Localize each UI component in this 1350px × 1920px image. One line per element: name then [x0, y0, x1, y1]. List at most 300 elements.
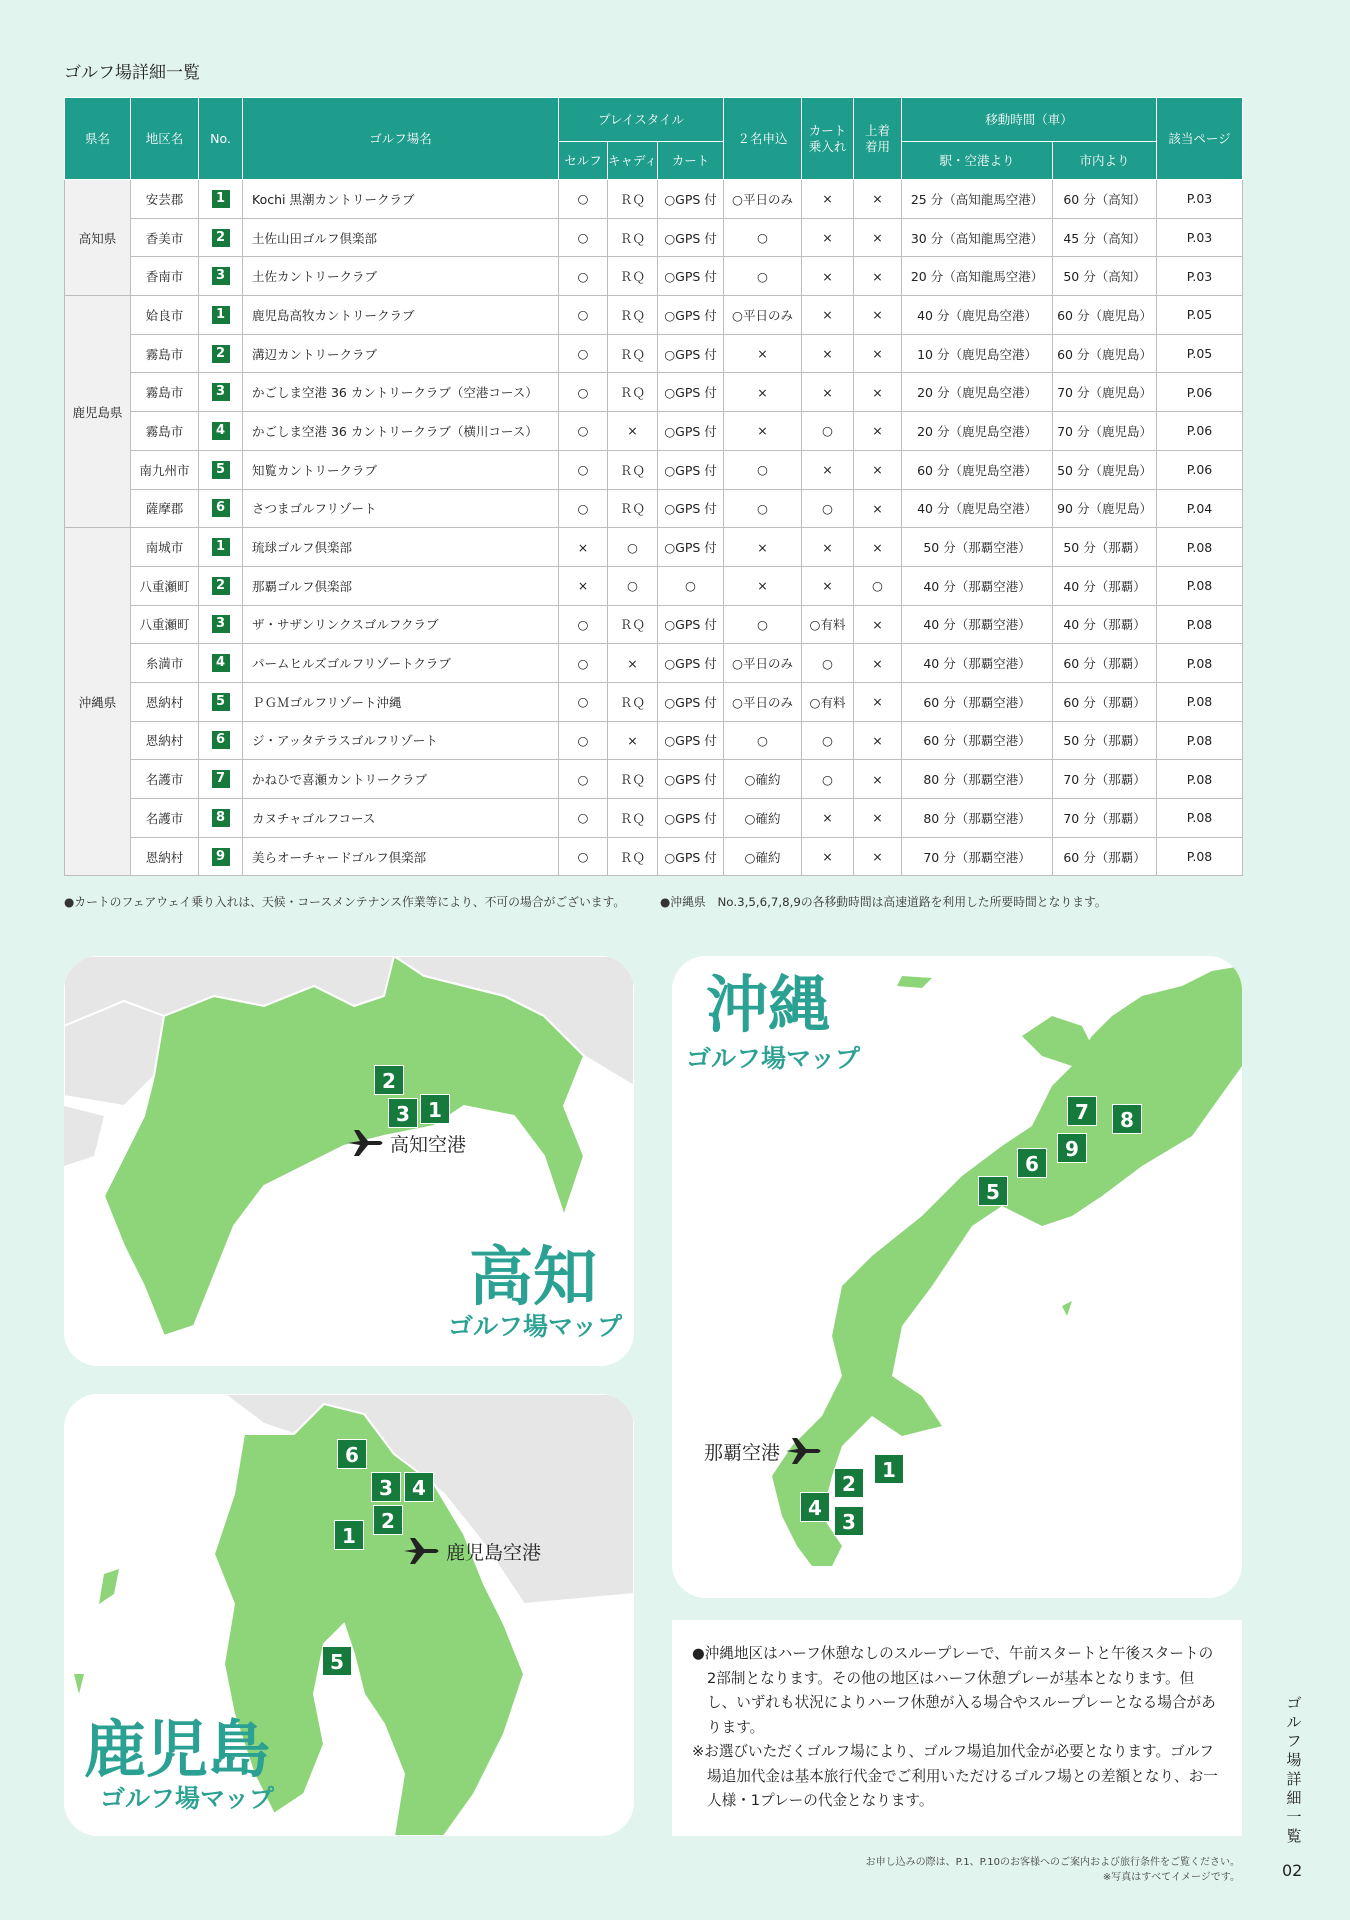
two-person-cell: ×: [724, 334, 802, 373]
cart-entry-cell: ○: [802, 644, 854, 683]
from-city-cell: 70 分（那覇）: [1053, 799, 1157, 838]
district-cell: 糸満市: [131, 644, 199, 683]
self-cell: ○: [559, 760, 608, 799]
airplane-icon: [346, 1128, 386, 1158]
self-cell: ○: [559, 837, 608, 876]
table-row: [65, 334, 1243, 373]
district-cell: 香南市: [131, 257, 199, 296]
okinawa-airport: [704, 1436, 824, 1466]
kagoshima-marker-2: 2: [373, 1505, 403, 1535]
page-cell: P.08: [1157, 721, 1243, 760]
okinawa-marker-9: 9: [1057, 1133, 1087, 1163]
district-cell: 恩納村: [131, 721, 199, 760]
course-cell: ＰＧＭゴルフリゾート沖縄: [243, 682, 559, 721]
caddie-cell: ＲＱ: [608, 682, 658, 721]
no-cell: [199, 837, 243, 876]
cart-cell: ○GPS 付: [658, 682, 724, 721]
course-cell: かねひで喜瀬カントリークラブ: [243, 760, 559, 799]
no-cell: [199, 334, 243, 373]
from-city-cell: 45 分（高知）: [1053, 218, 1157, 257]
cart-cell: ○GPS 付: [658, 837, 724, 876]
cart-entry-cell: ○: [802, 721, 854, 760]
no-cell: [199, 760, 243, 799]
table-row: [65, 721, 1243, 760]
from-station-cell: 60 分（那覇空港）: [902, 721, 1053, 760]
table-row: [65, 528, 1243, 567]
cart-cell: ○GPS 付: [658, 218, 724, 257]
course-number-badge: 1: [212, 190, 230, 208]
from-station-cell: 20 分（高知龍馬空港）: [902, 257, 1053, 296]
course-number-badge: 1: [212, 306, 230, 324]
course-number-badge: 3: [212, 615, 230, 633]
course-cell: 琉球ゴルフ倶楽部: [243, 528, 559, 567]
page-cell: P.08: [1157, 799, 1243, 838]
okinawa-marker-8: 8: [1112, 1104, 1142, 1134]
cart-cell: ○GPS 付: [658, 799, 724, 838]
two-person-cell: ○平日のみ: [724, 682, 802, 721]
from-city-cell: 60 分（那覇）: [1053, 682, 1157, 721]
caddie-cell: ×: [608, 412, 658, 451]
kagoshima-marker-6: 6: [337, 1439, 367, 1469]
cart-entry-cell: ×: [802, 257, 854, 296]
self-cell: ○: [559, 412, 608, 451]
cart-cell: ○GPS 付: [658, 180, 724, 219]
from-station-cell: 25 分（高知龍馬空港）: [902, 180, 1053, 219]
no-cell: [199, 373, 243, 412]
from-station-cell: 50 分（那覇空港）: [902, 528, 1053, 567]
kochi-marker-1: 1: [420, 1094, 450, 1124]
cart-cell: ○GPS 付: [658, 373, 724, 412]
from-city-cell: 60 分（鹿児島）: [1053, 334, 1157, 373]
course-number-badge: 4: [212, 654, 230, 672]
caddie-cell: ×: [608, 721, 658, 760]
table-row: [65, 760, 1243, 799]
two-person-cell: ○: [724, 489, 802, 528]
table-row: [65, 837, 1243, 876]
table-row: [65, 257, 1243, 296]
page-cell: P.06: [1157, 450, 1243, 489]
two-person-cell: ○確約: [724, 760, 802, 799]
cart-cell: ○GPS 付: [658, 721, 724, 760]
airplane-icon: [784, 1436, 824, 1466]
no-cell: [199, 450, 243, 489]
airplane-icon: [402, 1536, 442, 1566]
district-cell: 薩摩郡: [131, 489, 199, 528]
changing-cell: ×: [854, 760, 902, 799]
table-row: [65, 218, 1243, 257]
kagoshima-airport: [402, 1536, 541, 1566]
cart-entry-cell: ○有料: [802, 682, 854, 721]
header-page: 該当ページ: [1157, 98, 1243, 180]
district-cell: 名護市: [131, 799, 199, 838]
table-row: [65, 799, 1243, 838]
page-cell: P.08: [1157, 644, 1243, 683]
course-cell: さつまゴルフリゾート: [243, 489, 559, 528]
from-city-cell: 50 分（那覇）: [1053, 721, 1157, 760]
pref-cell: 鹿児島県: [65, 296, 131, 528]
from-city-cell: 90 分（鹿児島）: [1053, 489, 1157, 528]
course-number-badge: 7: [212, 770, 230, 788]
okinawa-map-title: 沖縄: [706, 968, 831, 1041]
caddie-cell: ＲＱ: [608, 605, 658, 644]
no-cell: [199, 489, 243, 528]
changing-cell: ×: [854, 721, 902, 760]
page-cell: P.03: [1157, 180, 1243, 219]
cart-entry-cell: ○: [802, 760, 854, 799]
course-cell: 知覧カントリークラブ: [243, 450, 559, 489]
okinawa-map-panel: [672, 956, 1242, 1598]
page-cell: P.06: [1157, 373, 1243, 412]
okinawa-marker-2: 2: [834, 1468, 864, 1498]
cart-entry-cell: ×: [802, 334, 854, 373]
cart-entry-cell: ×: [802, 799, 854, 838]
cart-entry-cell: ○有料: [802, 605, 854, 644]
from-station-cell: 40 分（鹿児島空港）: [902, 296, 1053, 335]
two-person-cell: ○確約: [724, 837, 802, 876]
course-cell: Kochi 黒潮カントリークラブ: [243, 180, 559, 219]
page-cell: P.08: [1157, 682, 1243, 721]
changing-cell: ×: [854, 180, 902, 219]
okinawa-marker-4: 4: [800, 1492, 830, 1522]
from-station-cell: 60 分（鹿児島空港）: [902, 450, 1053, 489]
okinawa-marker-1: 1: [874, 1454, 904, 1484]
from-city-cell: 70 分（那覇）: [1053, 760, 1157, 799]
kochi-airport: [346, 1128, 466, 1158]
course-cell: カヌチャゴルフコース: [243, 799, 559, 838]
district-cell: 名護市: [131, 760, 199, 799]
changing-cell: ×: [854, 644, 902, 683]
caddie-cell: ＲＱ: [608, 837, 658, 876]
course-number-badge: 5: [212, 693, 230, 711]
header-play-style: プレイスタイル: [559, 98, 724, 142]
side-label: ゴルフ場詳細一覧: [1286, 1694, 1302, 1845]
header-cart: カート: [658, 142, 724, 180]
course-number-badge: 2: [212, 345, 230, 363]
cart-cell: ○GPS 付: [658, 257, 724, 296]
from-station-cell: 20 分（鹿児島空港）: [902, 373, 1053, 412]
from-station-cell: 20 分（鹿児島空港）: [902, 412, 1053, 451]
caddie-cell: ＲＱ: [608, 373, 658, 412]
info-paragraph-2: ※お選びいただくゴルフ場により、ゴルフ場追加代金が必要となります。ゴルフ場追加代金は基本旅行代金でご利用いただけるゴルフ場との差額となり、お一人様・1プレーの代金となります。: [692, 1743, 1218, 1809]
from-station-cell: 40 分（那覇空港）: [902, 644, 1053, 683]
changing-cell: ×: [854, 296, 902, 335]
from-city-cell: 40 分（那覇）: [1053, 566, 1157, 605]
self-cell: ○: [559, 489, 608, 528]
district-cell: 安芸郡: [131, 180, 199, 219]
course-number-badge: 1: [212, 538, 230, 556]
district-cell: 霧島市: [131, 334, 199, 373]
kagoshima-marker-5: 5: [322, 1646, 352, 1676]
kagoshima-map-panel: [64, 1394, 634, 1836]
page-cell: P.08: [1157, 528, 1243, 567]
course-cell: かごしま空港 36 カントリークラブ（空港コース）: [243, 373, 559, 412]
cart-entry-cell: ○: [802, 412, 854, 451]
course-cell: 美らオーチャードゴルフ倶楽部: [243, 837, 559, 876]
district-cell: 南九州市: [131, 450, 199, 489]
from-station-cell: 30 分（高知龍馬空港）: [902, 218, 1053, 257]
no-cell: [199, 296, 243, 335]
page-cell: P.05: [1157, 296, 1243, 335]
no-cell: [199, 257, 243, 296]
district-cell: 恩納村: [131, 682, 199, 721]
self-cell: ×: [559, 566, 608, 605]
footer-line-1: お申し込みの際は、P.1、P.10のお客様へのご案内および旅行条件をご覧ください。: [865, 1857, 1240, 1868]
two-person-cell: ○: [724, 605, 802, 644]
self-cell: ○: [559, 296, 608, 335]
caddie-cell: ＲＱ: [608, 489, 658, 528]
kagoshima-marker-4: 4: [404, 1472, 434, 1502]
cart-entry-cell: ×: [802, 180, 854, 219]
page-cell: P.05: [1157, 334, 1243, 373]
from-station-cell: 70 分（那覇空港）: [902, 837, 1053, 876]
table-row: [65, 605, 1243, 644]
from-city-cell: 50 分（那覇）: [1053, 528, 1157, 567]
cart-entry-cell: ×: [802, 218, 854, 257]
cart-entry-cell: ×: [802, 566, 854, 605]
from-city-cell: 60 分（高知）: [1053, 180, 1157, 219]
two-person-cell: ×: [724, 373, 802, 412]
page-cell: P.03: [1157, 218, 1243, 257]
kagoshima-map-title: 鹿児島: [84, 1713, 271, 1786]
kagoshima-marker-1: 1: [334, 1520, 364, 1550]
header-from-city: 市内より: [1053, 142, 1157, 180]
changing-cell: ○: [854, 566, 902, 605]
self-cell: ○: [559, 682, 608, 721]
cart-cell: ○GPS 付: [658, 296, 724, 335]
from-station-cell: 10 分（鹿児島空港）: [902, 334, 1053, 373]
from-city-cell: 50 分（高知）: [1053, 257, 1157, 296]
cart-cell: ○: [658, 566, 724, 605]
no-cell: [199, 605, 243, 644]
self-cell: ○: [559, 257, 608, 296]
course-number-badge: 2: [212, 229, 230, 247]
table-row: [65, 450, 1243, 489]
self-cell: ○: [559, 644, 608, 683]
from-station-cell: 60 分（那覇空港）: [902, 682, 1053, 721]
caddie-cell: ＲＱ: [608, 334, 658, 373]
table-row: [65, 682, 1243, 721]
changing-cell: ×: [854, 257, 902, 296]
kochi-airport-label: 高知空港: [390, 1133, 467, 1156]
from-city-cell: 50 分（鹿児島）: [1053, 450, 1157, 489]
okinawa-airport-label: 那覇空港: [704, 1441, 781, 1464]
header-from-station: 駅・空港より: [902, 142, 1053, 180]
changing-cell: ×: [854, 682, 902, 721]
changing-cell: ×: [854, 450, 902, 489]
course-number-badge: 6: [212, 499, 230, 517]
from-city-cell: 40 分（那覇）: [1053, 605, 1157, 644]
cart-cell: ○GPS 付: [658, 334, 724, 373]
from-station-cell: 40 分（鹿児島空港）: [902, 489, 1053, 528]
cart-cell: ○GPS 付: [658, 489, 724, 528]
no-cell: [199, 682, 243, 721]
okinawa-marker-3: 3: [834, 1506, 864, 1536]
from-city-cell: 60 分（那覇）: [1053, 644, 1157, 683]
from-city-cell: 70 分（鹿児島）: [1053, 373, 1157, 412]
self-cell: ×: [559, 528, 608, 567]
two-person-cell: ×: [724, 566, 802, 605]
changing-cell: ×: [854, 799, 902, 838]
golf-course-table: [64, 97, 1243, 876]
caddie-cell: ○: [608, 566, 658, 605]
course-number-badge: 8: [212, 809, 230, 827]
self-cell: ○: [559, 334, 608, 373]
okinawa-marker-5: 5: [978, 1176, 1008, 1206]
district-cell: 八重瀬町: [131, 605, 199, 644]
page-cell: P.08: [1157, 605, 1243, 644]
table-row: [65, 644, 1243, 683]
table-row: [65, 412, 1243, 451]
table-row: [65, 373, 1243, 412]
no-cell: [199, 721, 243, 760]
two-person-cell: ○: [724, 450, 802, 489]
no-cell: [199, 180, 243, 219]
course-number-badge: 5: [212, 461, 230, 479]
table-row: [65, 566, 1243, 605]
district-cell: 姶良市: [131, 296, 199, 335]
district-cell: 恩納村: [131, 837, 199, 876]
from-station-cell: 40 分（那覇空港）: [902, 605, 1053, 644]
no-cell: [199, 799, 243, 838]
course-cell: 溝辺カントリークラブ: [243, 334, 559, 373]
self-cell: ○: [559, 799, 608, 838]
course-cell: ザ・サザンリンクスゴルフクラブ: [243, 605, 559, 644]
cart-entry-cell: ×: [802, 296, 854, 335]
district-cell: 香美市: [131, 218, 199, 257]
kochi-marker-2: 2: [374, 1065, 404, 1095]
no-cell: [199, 528, 243, 567]
course-cell: 那覇ゴルフ倶楽部: [243, 566, 559, 605]
cart-cell: ○GPS 付: [658, 760, 724, 799]
caddie-cell: ×: [608, 644, 658, 683]
self-cell: ○: [559, 373, 608, 412]
from-station-cell: 80 分（那覇空港）: [902, 799, 1053, 838]
changing-cell: ×: [854, 605, 902, 644]
okinawa-map-subtitle: ゴルフ場マップ: [686, 1044, 861, 1073]
kochi-map-subtitle: ゴルフ場マップ: [448, 1312, 623, 1341]
no-cell: [199, 566, 243, 605]
self-cell: ○: [559, 180, 608, 219]
header-two-person: ２名申込: [724, 98, 802, 180]
page-cell: P.04: [1157, 489, 1243, 528]
changing-cell: ×: [854, 837, 902, 876]
self-cell: ○: [559, 605, 608, 644]
no-cell: [199, 218, 243, 257]
from-station-cell: 40 分（那覇空港）: [902, 566, 1053, 605]
pref-cell: 高知県: [65, 180, 131, 296]
kagoshima-airport-label: 鹿児島空港: [446, 1541, 542, 1564]
changing-cell: ×: [854, 373, 902, 412]
cart-entry-cell: ×: [802, 373, 854, 412]
page-title: ゴルフ場詳細一覧: [64, 63, 200, 83]
page-cell: P.06: [1157, 412, 1243, 451]
kochi-map-panel: [64, 956, 634, 1366]
two-person-cell: ○: [724, 257, 802, 296]
cart-entry-cell: ×: [802, 837, 854, 876]
caddie-cell: ＲＱ: [608, 180, 658, 219]
from-city-cell: 70 分（鹿児島）: [1053, 412, 1157, 451]
kochi-marker-3: 3: [388, 1098, 418, 1128]
two-person-cell: ×: [724, 412, 802, 451]
cart-entry-cell: ×: [802, 450, 854, 489]
header-pref: 県名: [65, 98, 131, 180]
self-cell: ○: [559, 450, 608, 489]
no-cell: [199, 644, 243, 683]
page-cell: P.08: [1157, 566, 1243, 605]
cart-cell: ○GPS 付: [658, 528, 724, 567]
course-number-badge: 6: [212, 731, 230, 749]
from-city-cell: 60 分（鹿児島）: [1053, 296, 1157, 335]
caddie-cell: ＲＱ: [608, 799, 658, 838]
two-person-cell: ○確約: [724, 799, 802, 838]
table-row: [65, 296, 1243, 335]
kochi-map-title: 高知: [469, 1241, 597, 1315]
course-cell: 土佐カントリークラブ: [243, 257, 559, 296]
table-body: [65, 180, 1243, 876]
district-cell: 八重瀬町: [131, 566, 199, 605]
cart-cell: ○GPS 付: [658, 644, 724, 683]
table-row: [65, 489, 1243, 528]
caddie-cell: ○: [608, 528, 658, 567]
page-cell: P.08: [1157, 837, 1243, 876]
course-number-badge: 3: [212, 267, 230, 285]
okinawa-note: ●沖縄県 No.3,5,6,7,8,9の各移動時間は高速道路を利用した所要時間となります。: [660, 895, 1107, 909]
okinawa-marker-7: 7: [1067, 1096, 1097, 1126]
two-person-cell: ○平日のみ: [724, 644, 802, 683]
info-box: [672, 1620, 1242, 1836]
header-course: ゴルフ場名: [243, 98, 559, 180]
district-cell: 霧島市: [131, 373, 199, 412]
cart-entry-cell: ○: [802, 489, 854, 528]
okinawa-marker-6: 6: [1017, 1148, 1047, 1178]
caddie-cell: ＲＱ: [608, 450, 658, 489]
two-person-cell: ×: [724, 528, 802, 567]
cart-note: ●カートのフェアウェイ乗り入れは、天候・コースメンテナンス作業等により、不可の場合がございます。: [64, 895, 626, 909]
self-cell: ○: [559, 721, 608, 760]
course-cell: 鹿児島高牧カントリークラブ: [243, 296, 559, 335]
two-person-cell: ○平日のみ: [724, 296, 802, 335]
district-cell: 霧島市: [131, 412, 199, 451]
changing-cell: ×: [854, 528, 902, 567]
self-cell: ○: [559, 218, 608, 257]
changing-cell: ×: [854, 218, 902, 257]
page-number: 02: [1282, 1861, 1303, 1880]
info-paragraph-1: ●沖縄地区はハーフ休憩なしのスループレーで、午前スタートと午後スタートの2部制となります。その他の地区はハーフ休憩プレーが基本となります。但し、いずれも状況によりハーフ休憩が入る場合やスループレーとなる場合があります。: [692, 1645, 1216, 1736]
header-changing: 上着 着用: [854, 98, 902, 180]
cart-cell: ○GPS 付: [658, 605, 724, 644]
table-row: [65, 180, 1243, 219]
changing-cell: ×: [854, 412, 902, 451]
page-cell: P.03: [1157, 257, 1243, 296]
course-number-badge: 9: [212, 848, 230, 866]
from-city-cell: 60 分（那覇）: [1053, 837, 1157, 876]
changing-cell: ×: [854, 334, 902, 373]
course-number-badge: 4: [212, 422, 230, 440]
header-district: 地区名: [131, 98, 199, 180]
header-caddie: キャディ: [608, 142, 658, 180]
caddie-cell: ＲＱ: [608, 257, 658, 296]
two-person-cell: ○: [724, 218, 802, 257]
district-cell: 南城市: [131, 528, 199, 567]
two-person-cell: ○: [724, 721, 802, 760]
caddie-cell: ＲＱ: [608, 296, 658, 335]
no-cell: [199, 412, 243, 451]
course-cell: かごしま空港 36 カントリークラブ（横川コース）: [243, 412, 559, 451]
course-cell: ジ・アッタテラスゴルフリゾート: [243, 721, 559, 760]
from-station-cell: 80 分（那覇空港）: [902, 760, 1053, 799]
header-no: No.: [199, 98, 243, 180]
course-cell: パームヒルズゴルフリゾートクラブ: [243, 644, 559, 683]
